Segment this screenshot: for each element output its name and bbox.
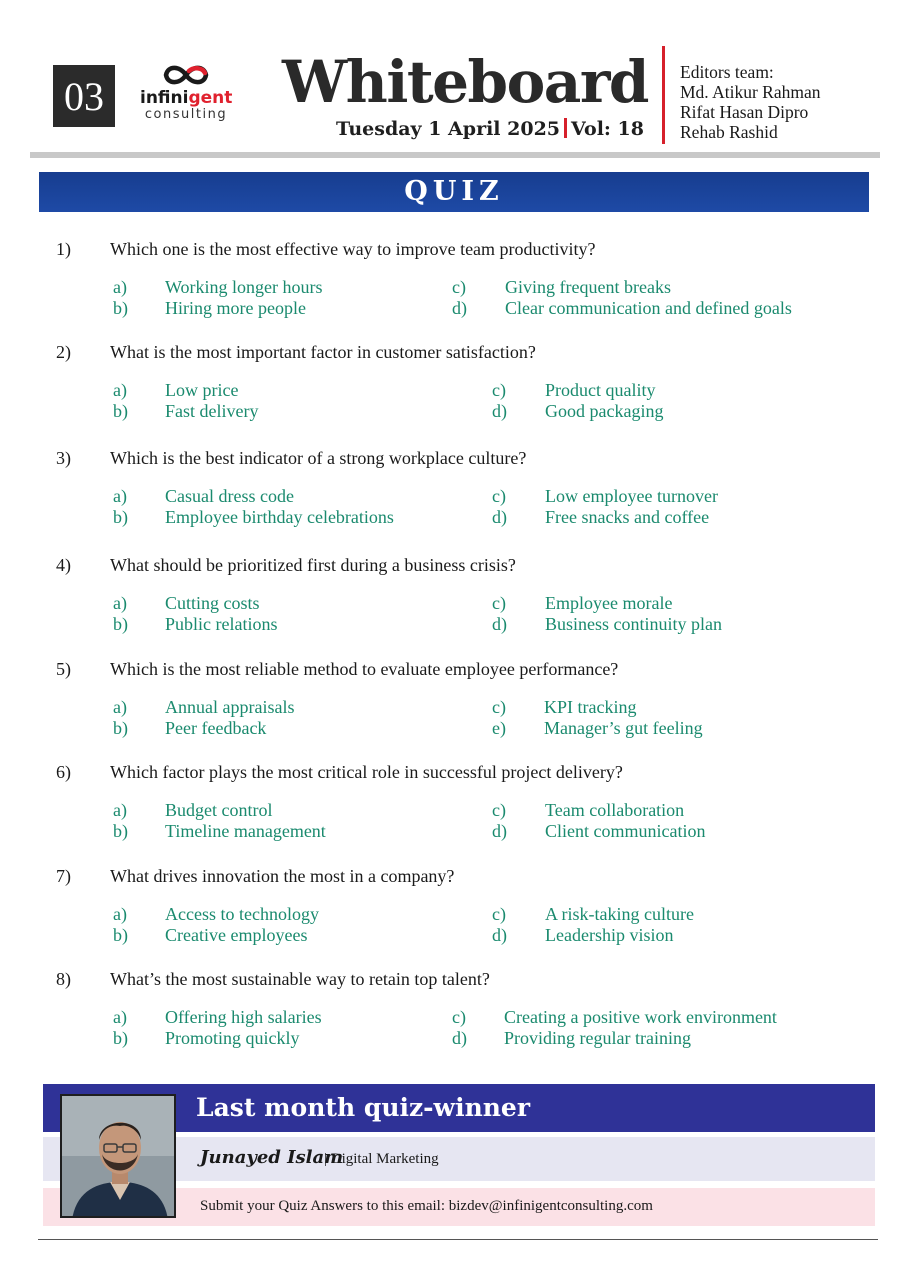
- submit-answers-note: Submit your Quiz Answers to this email: bizdev@infinigentconsulting.com: [200, 1198, 653, 1214]
- question-number: 6): [56, 762, 71, 782]
- winner-name: Junayed Islam: [200, 1147, 344, 1168]
- option-text: Employee birthday celebrations: [165, 507, 394, 527]
- option-letter: c): [452, 277, 466, 297]
- option-text: Creating a positive work environment: [504, 1007, 777, 1027]
- dateline-separator: [564, 118, 567, 138]
- question-number: 8): [56, 969, 71, 989]
- option-letter: c): [492, 593, 506, 613]
- option-letter: d): [492, 925, 507, 945]
- question-text: Which factor plays the most critical role in successful project delivery?: [110, 762, 623, 782]
- option-text: Manager’s gut feeling: [544, 718, 703, 738]
- option-letter: d): [452, 1028, 467, 1048]
- option-text: Employee morale: [545, 593, 673, 613]
- option-letter: a): [113, 380, 127, 400]
- question-text: Which one is the most effective way to improve team productivity?: [110, 239, 596, 259]
- editors-label: Editors team:: [680, 62, 774, 82]
- option-text: Product quality: [545, 380, 656, 400]
- option-letter: b): [113, 821, 128, 841]
- quiz-winner-panel: [43, 1084, 875, 1226]
- option-letter: a): [113, 1007, 127, 1027]
- option-text: Giving frequent breaks: [505, 277, 671, 297]
- header-divider: [662, 46, 665, 144]
- question-number: 2): [56, 342, 71, 362]
- question-text: Which is the best indicator of a strong workplace culture?: [110, 448, 527, 468]
- option-text: Hiring more people: [165, 298, 306, 318]
- editor-name: Rehab Rashid: [680, 122, 778, 142]
- option-text: Leadership vision: [545, 925, 674, 945]
- option-letter: d): [492, 507, 507, 527]
- option-letter: a): [113, 697, 127, 717]
- option-text: Low employee turnover: [545, 486, 718, 506]
- question-text: What’s the most sustainable way to retain top talent?: [110, 969, 490, 989]
- option-letter: d): [492, 614, 507, 634]
- option-letter: c): [492, 904, 506, 924]
- option-letter: c): [492, 380, 506, 400]
- option-letter: b): [113, 925, 128, 945]
- option-letter: a): [113, 486, 127, 506]
- option-text: Peer feedback: [165, 718, 267, 738]
- option-letter: b): [113, 298, 128, 318]
- option-letter: e): [492, 718, 506, 738]
- option-letter: c): [492, 697, 506, 717]
- option-text: Low price: [165, 380, 239, 400]
- logo-wordmark-accent: gent: [188, 88, 233, 108]
- option-letter: b): [113, 614, 128, 634]
- option-text: KPI tracking: [544, 697, 637, 717]
- question-number: 1): [56, 239, 71, 259]
- option-letter: a): [113, 593, 127, 613]
- infinity-loop-icon: [160, 62, 212, 88]
- option-text: Free snacks and coffee: [545, 507, 710, 527]
- logo-subtitle: consulting: [144, 107, 228, 122]
- dateline: [300, 118, 644, 140]
- option-text: Business continuity plan: [545, 614, 722, 634]
- option-letter: b): [113, 718, 128, 738]
- editors-block: [680, 62, 820, 142]
- option-text: Casual dress code: [165, 486, 294, 506]
- option-letter: a): [113, 904, 127, 924]
- option-letter: c): [492, 800, 506, 820]
- option-text: Annual appraisals: [165, 697, 295, 717]
- issue-date: Tuesday 1 April 2025: [335, 118, 561, 140]
- option-letter: b): [113, 507, 128, 527]
- option-letter: d): [452, 298, 467, 318]
- issue-volume: Vol: 18: [571, 118, 644, 140]
- header-rule: [30, 152, 880, 158]
- question-text: Which is the most reliable method to evaluate employee performance?: [110, 659, 619, 679]
- question-text: What should be prioritized first during a business crisis?: [110, 555, 516, 575]
- question-number: 7): [56, 866, 71, 886]
- option-text: Team collaboration: [545, 800, 685, 820]
- footer-rule: [38, 1239, 878, 1240]
- option-text: Good packaging: [545, 401, 664, 421]
- logo-wordmark: [140, 89, 232, 107]
- quiz-banner: QUIZ: [39, 172, 869, 212]
- editor-name: Md. Atikur Rahman: [680, 82, 821, 102]
- logo-wordmark-part: infini: [140, 88, 189, 108]
- option-text: Creative employees: [165, 925, 308, 945]
- editor-name: Rifat Hasan Dipro: [680, 102, 809, 122]
- winner-department: | Digital Marketing: [324, 1151, 439, 1167]
- option-text: Fast delivery: [165, 401, 259, 421]
- person-portrait-icon: [62, 1096, 176, 1218]
- infinigent-logo: [140, 62, 232, 130]
- option-letter: b): [113, 401, 128, 421]
- winner-photo: [60, 1094, 176, 1218]
- option-letter: a): [113, 800, 127, 820]
- option-text: Public relations: [165, 614, 278, 634]
- option-text: Working longer hours: [165, 277, 323, 297]
- option-text: Offering high salaries: [165, 1007, 322, 1027]
- option-letter: a): [113, 277, 127, 297]
- option-letter: c): [452, 1007, 466, 1027]
- option-text: Providing regular training: [504, 1028, 691, 1048]
- option-text: Clear communication and defined goals: [505, 298, 792, 318]
- masthead-title: Whiteboard: [282, 48, 648, 116]
- option-letter: d): [492, 401, 507, 421]
- winner-title: Last month quiz-winner: [196, 1093, 531, 1122]
- option-letter: b): [113, 1028, 128, 1048]
- option-text: Timeline management: [165, 821, 326, 841]
- option-text: Access to technology: [165, 904, 319, 924]
- option-text: Cutting costs: [165, 593, 260, 613]
- option-letter: c): [492, 486, 506, 506]
- question-text: What is the most important factor in customer satisfaction?: [110, 342, 536, 362]
- option-text: A risk-taking culture: [545, 904, 694, 924]
- question-number: 4): [56, 555, 71, 575]
- option-text: Promoting quickly: [165, 1028, 300, 1048]
- question-text: What drives innovation the most in a company?: [110, 866, 455, 886]
- question-number: 5): [56, 659, 71, 679]
- option-letter: d): [492, 821, 507, 841]
- option-text: Budget control: [165, 800, 273, 820]
- option-text: Client communication: [545, 821, 706, 841]
- page-number: 03: [53, 65, 115, 127]
- question-number: 3): [56, 448, 71, 468]
